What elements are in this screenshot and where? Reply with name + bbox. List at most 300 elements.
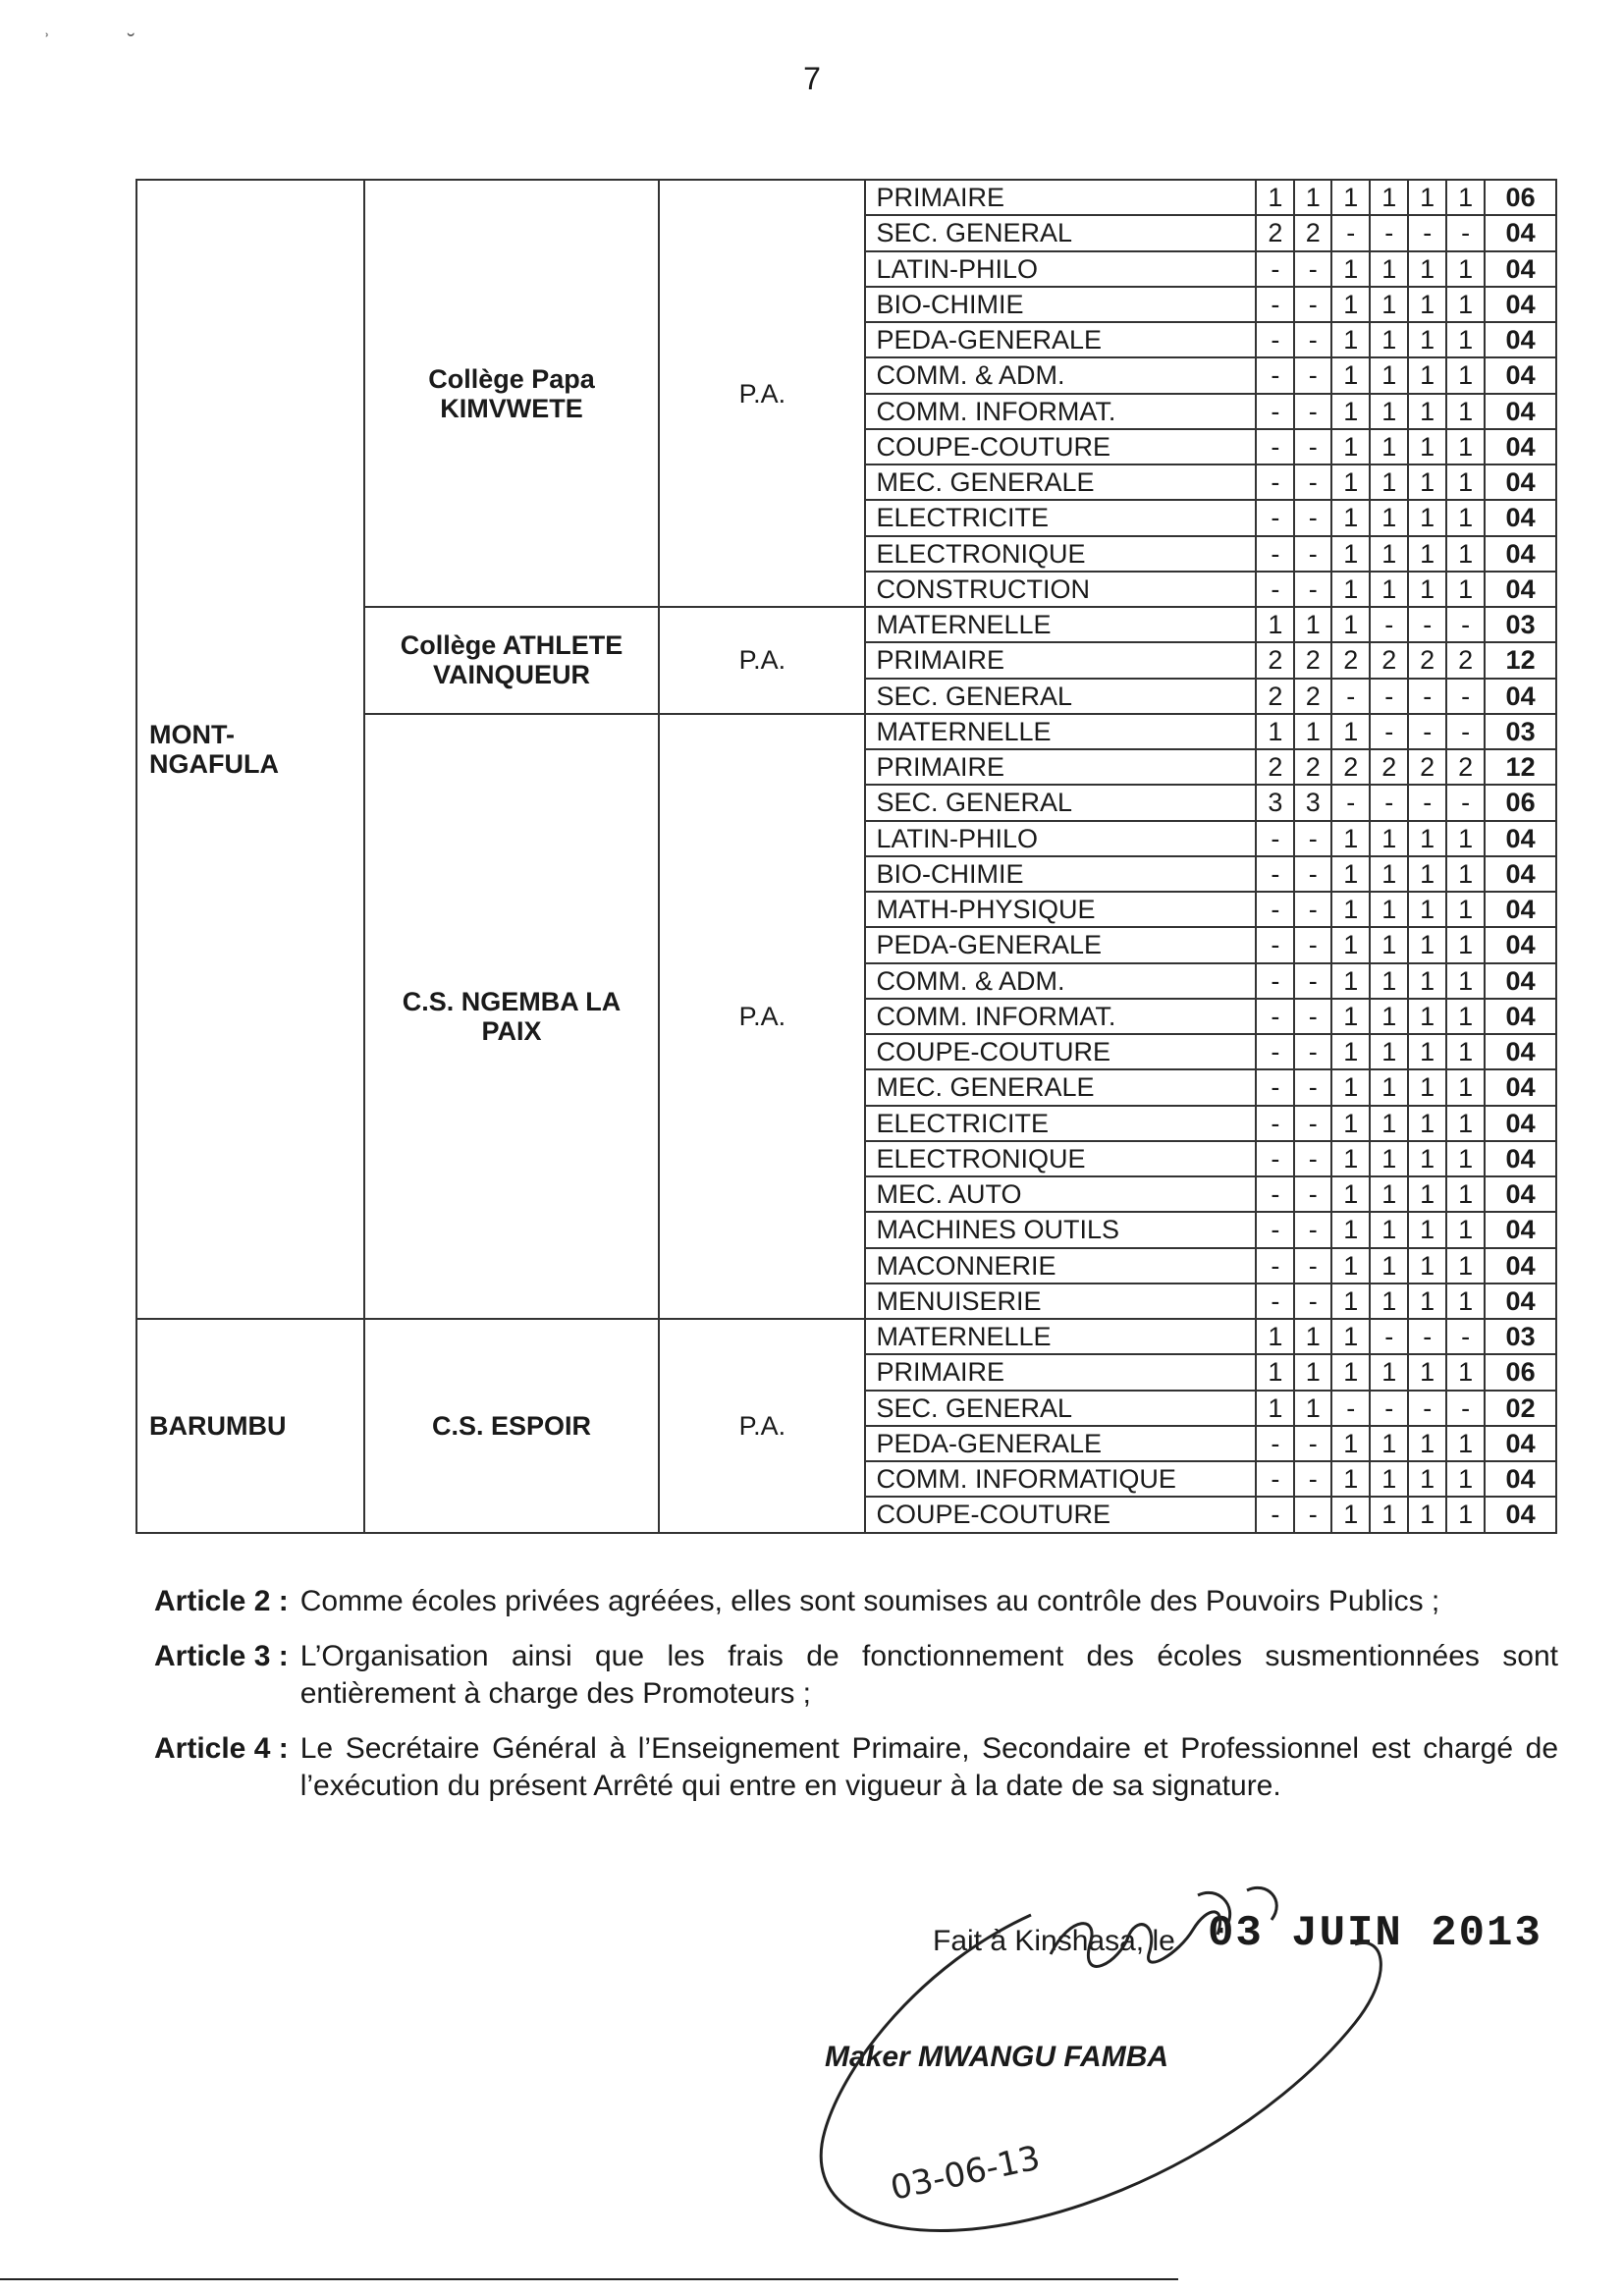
class-count-cell: 2: [1408, 749, 1446, 785]
class-count-cell: -: [1370, 607, 1408, 642]
handwritten-date: 03-06-13: [887, 2138, 1044, 2209]
class-count-cell: -: [1294, 821, 1331, 856]
section-cell: PRIMAIRE: [865, 1354, 1256, 1390]
section-cell: BIO-CHIMIE: [865, 287, 1256, 322]
regime-cell: P.A.: [659, 1319, 865, 1533]
class-count-cell: -: [1408, 1391, 1446, 1426]
commune-cell: MONT- NGAFULA: [136, 180, 364, 1319]
class-count-cell: -: [1446, 1319, 1485, 1354]
class-count-cell: 1: [1370, 821, 1408, 856]
scan-speck: ʾ: [43, 29, 51, 54]
section-cell: MACHINES OUTILS: [865, 1212, 1256, 1247]
class-count-cell: 1: [1446, 927, 1485, 962]
class-count-cell: 1: [1256, 1319, 1294, 1354]
class-count-cell: -: [1408, 607, 1446, 642]
table-row: [136, 180, 1556, 215]
total-cell: 04: [1485, 1248, 1556, 1284]
class-count-cell: 1: [1331, 429, 1370, 464]
regime-cell: P.A.: [659, 180, 865, 607]
class-count-cell: -: [1256, 1461, 1294, 1497]
section-cell: MEC. AUTO: [865, 1176, 1256, 1212]
class-count-cell: -: [1256, 357, 1294, 393]
class-count-cell: -: [1294, 287, 1331, 322]
class-count-cell: -: [1294, 1106, 1331, 1141]
class-count-cell: 1: [1408, 287, 1446, 322]
total-cell: 04: [1485, 963, 1556, 999]
class-count-cell: 1: [1331, 714, 1370, 749]
class-count-cell: 1: [1331, 1497, 1370, 1532]
class-count-cell: 1: [1370, 180, 1408, 215]
section-cell: PRIMAIRE: [865, 180, 1256, 215]
total-cell: 04: [1485, 322, 1556, 357]
class-count-cell: 1: [1331, 180, 1370, 215]
class-count-cell: 1: [1408, 394, 1446, 429]
article-label: Article 2 :: [154, 1585, 289, 1617]
school-name-cell: Collège Papa KIMVWETE: [364, 180, 659, 607]
section-cell: ELECTRICITE: [865, 500, 1256, 535]
total-cell: 04: [1485, 892, 1556, 927]
place-line: Fait à Kinshasa, le: [933, 1925, 1175, 1957]
class-count-cell: 1: [1446, 1212, 1485, 1247]
class-count-cell: 1: [1370, 1248, 1408, 1284]
class-count-cell: 1: [1408, 572, 1446, 607]
class-count-cell: -: [1256, 892, 1294, 927]
class-count-cell: 1: [1408, 1461, 1446, 1497]
class-count-cell: -: [1294, 464, 1331, 500]
section-cell: PEDA-GENERALE: [865, 1426, 1256, 1461]
total-cell: 04: [1485, 215, 1556, 250]
class-count-cell: 1: [1331, 927, 1370, 962]
class-count-cell: 1: [1446, 322, 1485, 357]
article-3: [154, 1638, 1558, 1713]
class-count-cell: 1: [1370, 1069, 1408, 1105]
class-count-cell: 1: [1446, 429, 1485, 464]
class-count-cell: -: [1256, 572, 1294, 607]
class-count-cell: -: [1256, 1141, 1294, 1176]
handwritten-signature: [805, 1876, 1492, 2288]
class-count-cell: 1: [1370, 1212, 1408, 1247]
class-count-cell: 2: [1331, 642, 1370, 678]
regime-cell: P.A.: [659, 607, 865, 714]
class-count-cell: 1: [1370, 429, 1408, 464]
class-count-cell: 1: [1370, 963, 1408, 999]
class-count-cell: 1: [1331, 856, 1370, 892]
section-cell: PEDA-GENERALE: [865, 322, 1256, 357]
class-count-cell: 1: [1408, 1354, 1446, 1390]
class-count-cell: 1: [1408, 999, 1446, 1034]
total-cell: 04: [1485, 821, 1556, 856]
class-count-cell: 1: [1256, 714, 1294, 749]
class-count-cell: 1: [1331, 464, 1370, 500]
class-count-cell: 1: [1331, 1212, 1370, 1247]
class-count-cell: 1: [1370, 1354, 1408, 1390]
total-cell: 06: [1485, 180, 1556, 215]
class-count-cell: 1: [1370, 322, 1408, 357]
class-count-cell: -: [1370, 1391, 1408, 1426]
class-count-cell: 1: [1446, 180, 1485, 215]
class-count-cell: 1: [1370, 357, 1408, 393]
class-count-cell: -: [1331, 785, 1370, 820]
class-count-cell: -: [1294, 1034, 1331, 1069]
class-count-cell: -: [1446, 1391, 1485, 1426]
class-count-cell: -: [1370, 785, 1408, 820]
class-count-cell: -: [1256, 1176, 1294, 1212]
class-count-cell: -: [1294, 856, 1331, 892]
section-cell: MATERNELLE: [865, 607, 1256, 642]
class-count-cell: -: [1408, 679, 1446, 714]
total-cell: 04: [1485, 1176, 1556, 1212]
section-cell: COMM. & ADM.: [865, 357, 1256, 393]
class-count-cell: -: [1256, 1284, 1294, 1319]
class-count-cell: 1: [1446, 1176, 1485, 1212]
class-count-cell: 1: [1446, 1426, 1485, 1461]
class-count-cell: 1: [1256, 607, 1294, 642]
section-cell: COMM. INFORMAT.: [865, 394, 1256, 429]
class-count-cell: -: [1446, 785, 1485, 820]
class-count-cell: 1: [1370, 1106, 1408, 1141]
section-cell: SEC. GENERAL: [865, 785, 1256, 820]
class-count-cell: -: [1256, 999, 1294, 1034]
class-count-cell: -: [1370, 1319, 1408, 1354]
class-count-cell: 1: [1370, 464, 1408, 500]
class-count-cell: -: [1256, 429, 1294, 464]
class-count-cell: -: [1294, 1248, 1331, 1284]
school-name-cell: Collège ATHLETE VAINQUEUR: [364, 607, 659, 714]
class-count-cell: 1: [1408, 251, 1446, 287]
section-cell: MEC. GENERALE: [865, 464, 1256, 500]
class-count-cell: -: [1408, 785, 1446, 820]
total-cell: 04: [1485, 394, 1556, 429]
class-count-cell: -: [1370, 679, 1408, 714]
section-cell: CONSTRUCTION: [865, 572, 1256, 607]
class-count-cell: 1: [1446, 251, 1485, 287]
class-count-cell: 1: [1294, 180, 1331, 215]
class-count-cell: -: [1294, 1212, 1331, 1247]
class-count-cell: 1: [1446, 1248, 1485, 1284]
class-count-cell: 1: [1370, 287, 1408, 322]
class-count-cell: 1: [1370, 1141, 1408, 1176]
total-cell: 04: [1485, 856, 1556, 892]
class-count-cell: -: [1294, 500, 1331, 535]
class-count-cell: 2: [1331, 749, 1370, 785]
article-4: [154, 1730, 1558, 1805]
total-cell: 04: [1485, 679, 1556, 714]
total-cell: 04: [1485, 1069, 1556, 1105]
total-cell: 06: [1485, 1354, 1556, 1390]
class-count-cell: 1: [1331, 572, 1370, 607]
class-count-cell: 1: [1408, 1284, 1446, 1319]
class-count-cell: 1: [1446, 357, 1485, 393]
class-count-cell: 1: [1408, 1069, 1446, 1105]
total-cell: 04: [1485, 1426, 1556, 1461]
class-count-cell: 1: [1331, 251, 1370, 287]
class-count-cell: 1: [1370, 500, 1408, 535]
total-cell: 04: [1485, 251, 1556, 287]
class-count-cell: 1: [1446, 1284, 1485, 1319]
class-count-cell: 1: [1331, 500, 1370, 535]
class-count-cell: -: [1370, 714, 1408, 749]
class-count-cell: 1: [1331, 1354, 1370, 1390]
class-count-cell: -: [1256, 1106, 1294, 1141]
class-count-cell: 1: [1294, 607, 1331, 642]
class-count-cell: 2: [1256, 642, 1294, 678]
class-count-cell: 1: [1256, 1354, 1294, 1390]
class-count-cell: 2: [1294, 215, 1331, 250]
class-count-cell: 1: [1408, 856, 1446, 892]
class-count-cell: 1: [1331, 1176, 1370, 1212]
section-cell: ELECTRONIQUE: [865, 536, 1256, 572]
class-count-cell: 1: [1370, 572, 1408, 607]
class-count-cell: 1: [1331, 322, 1370, 357]
class-count-cell: 2: [1256, 749, 1294, 785]
total-cell: 04: [1485, 1461, 1556, 1497]
class-count-cell: 1: [1446, 821, 1485, 856]
class-count-cell: 1: [1331, 357, 1370, 393]
section-cell: MATERNELLE: [865, 1319, 1256, 1354]
section-cell: ELECTRICITE: [865, 1106, 1256, 1141]
class-count-cell: 1: [1256, 180, 1294, 215]
class-count-cell: -: [1256, 1069, 1294, 1105]
total-cell: 04: [1485, 1106, 1556, 1141]
class-count-cell: 1: [1408, 1212, 1446, 1247]
class-count-cell: 1: [1408, 1248, 1446, 1284]
table-row: [136, 1319, 1556, 1354]
class-count-cell: -: [1256, 963, 1294, 999]
class-count-cell: -: [1256, 856, 1294, 892]
class-count-cell: 2: [1294, 749, 1331, 785]
class-count-cell: 1: [1408, 429, 1446, 464]
class-count-cell: -: [1331, 215, 1370, 250]
class-count-cell: 1: [1408, 1034, 1446, 1069]
class-count-cell: -: [1408, 714, 1446, 749]
total-cell: 04: [1485, 464, 1556, 500]
class-count-cell: 2: [1370, 642, 1408, 678]
article-2: [154, 1583, 1558, 1620]
section-cell: COUPE-COUTURE: [865, 429, 1256, 464]
class-count-cell: 1: [1408, 464, 1446, 500]
school-name-cell: C.S. NGEMBA LA PAIX: [364, 714, 659, 1319]
class-count-cell: 2: [1294, 642, 1331, 678]
articles-section: [154, 1583, 1558, 1823]
article-text: L’Organisation ainsi que les frais de fonctionnement des écoles susmentionnées sont entièrement à charge des Promoteurs ;: [299, 1640, 1558, 1710]
class-count-cell: 1: [1370, 394, 1408, 429]
section-cell: SEC. GENERAL: [865, 215, 1256, 250]
class-count-cell: 1: [1446, 287, 1485, 322]
page-number: 7: [803, 61, 821, 96]
class-count-cell: -: [1256, 1497, 1294, 1532]
class-count-cell: 1: [1446, 892, 1485, 927]
total-cell: 04: [1485, 1141, 1556, 1176]
class-count-cell: 1: [1331, 1141, 1370, 1176]
class-count-cell: 1: [1256, 1391, 1294, 1426]
class-count-cell: 1: [1331, 287, 1370, 322]
class-count-cell: -: [1256, 927, 1294, 962]
class-count-cell: 3: [1294, 785, 1331, 820]
class-count-cell: -: [1256, 536, 1294, 572]
class-count-cell: 1: [1370, 1284, 1408, 1319]
class-count-cell: -: [1256, 500, 1294, 535]
class-count-cell: 1: [1446, 1106, 1485, 1141]
class-count-cell: -: [1294, 1069, 1331, 1105]
class-count-cell: 1: [1446, 963, 1485, 999]
class-count-cell: -: [1294, 572, 1331, 607]
class-count-cell: -: [1294, 357, 1331, 393]
total-cell: 04: [1485, 1212, 1556, 1247]
total-cell: 04: [1485, 572, 1556, 607]
class-count-cell: 1: [1370, 927, 1408, 962]
class-count-cell: 1: [1331, 1284, 1370, 1319]
class-count-cell: 1: [1408, 927, 1446, 962]
class-count-cell: -: [1408, 1319, 1446, 1354]
class-count-cell: -: [1294, 1141, 1331, 1176]
class-count-cell: -: [1370, 215, 1408, 250]
class-count-cell: -: [1294, 429, 1331, 464]
class-count-cell: -: [1294, 927, 1331, 962]
class-count-cell: 1: [1446, 464, 1485, 500]
class-count-cell: 1: [1446, 856, 1485, 892]
date-stamp: 03 JUIN 2013: [1208, 1909, 1543, 1958]
article-text: Comme écoles privées agréées, elles sont soumises au contrôle des Pouvoirs Publics ;: [299, 1585, 1440, 1617]
total-cell: 04: [1485, 429, 1556, 464]
class-count-cell: 2: [1370, 749, 1408, 785]
class-count-cell: 1: [1408, 821, 1446, 856]
class-count-cell: 1: [1408, 180, 1446, 215]
section-cell: PRIMAIRE: [865, 642, 1256, 678]
section-cell: COMM. & ADM.: [865, 963, 1256, 999]
signatory-name: Maker MWANGU FAMBA: [825, 2041, 1169, 2073]
class-count-cell: 1: [1331, 1319, 1370, 1354]
class-count-cell: -: [1294, 1461, 1331, 1497]
class-count-cell: 1: [1294, 1319, 1331, 1354]
class-count-cell: 1: [1446, 500, 1485, 535]
class-count-cell: 1: [1446, 1497, 1485, 1532]
section-cell: MACONNERIE: [865, 1248, 1256, 1284]
class-count-cell: 1: [1408, 322, 1446, 357]
class-count-cell: 2: [1446, 749, 1485, 785]
class-count-cell: 1: [1408, 1106, 1446, 1141]
article-text: Le Secrétaire Général à l’Enseignement Primaire, Secondaire et Professionnel est chargé de l’exécution du présent Arrêté qui entre en vigueur à la date de sa signature.: [299, 1732, 1558, 1802]
article-label: Article 4 :: [154, 1732, 289, 1765]
section-cell: MATERNELLE: [865, 714, 1256, 749]
class-count-cell: -: [1256, 322, 1294, 357]
class-count-cell: 1: [1331, 607, 1370, 642]
class-count-cell: 1: [1446, 1069, 1485, 1105]
class-count-cell: 2: [1408, 642, 1446, 678]
class-count-cell: 1: [1331, 1106, 1370, 1141]
class-count-cell: -: [1256, 821, 1294, 856]
class-count-cell: 1: [1370, 1176, 1408, 1212]
class-count-cell: 2: [1446, 642, 1485, 678]
class-count-cell: -: [1256, 1034, 1294, 1069]
class-count-cell: 1: [1408, 892, 1446, 927]
commune-cell: BARUMBU: [136, 1319, 364, 1533]
total-cell: 04: [1485, 536, 1556, 572]
class-count-cell: 1: [1446, 536, 1485, 572]
class-count-cell: 1: [1408, 1176, 1446, 1212]
class-count-cell: -: [1446, 679, 1485, 714]
bottom-rule: [0, 2278, 1178, 2280]
class-count-cell: -: [1256, 394, 1294, 429]
class-count-cell: 1: [1446, 999, 1485, 1034]
class-count-cell: -: [1294, 892, 1331, 927]
class-count-cell: 1: [1331, 1034, 1370, 1069]
article-label: Article 3 :: [154, 1640, 289, 1672]
section-cell: MEC. GENERALE: [865, 1069, 1256, 1105]
section-cell: COMM. INFORMAT.: [865, 999, 1256, 1034]
class-count-cell: -: [1294, 536, 1331, 572]
class-count-cell: -: [1294, 1497, 1331, 1532]
class-count-cell: -: [1446, 607, 1485, 642]
section-cell: LATIN-PHILO: [865, 821, 1256, 856]
scan-speck: ˘: [128, 29, 135, 54]
class-count-cell: -: [1294, 1284, 1331, 1319]
total-cell: 04: [1485, 357, 1556, 393]
section-cell: BIO-CHIMIE: [865, 856, 1256, 892]
class-count-cell: 1: [1408, 1141, 1446, 1176]
total-cell: 03: [1485, 714, 1556, 749]
class-count-cell: -: [1256, 251, 1294, 287]
total-cell: 12: [1485, 642, 1556, 678]
class-count-cell: 1: [1408, 963, 1446, 999]
class-count-cell: -: [1331, 679, 1370, 714]
section-cell: PEDA-GENERALE: [865, 927, 1256, 962]
class-count-cell: 1: [1446, 1461, 1485, 1497]
schools-table: [135, 179, 1557, 1534]
section-cell: COMM. INFORMATIQUE: [865, 1461, 1256, 1497]
class-count-cell: 1: [1294, 1354, 1331, 1390]
class-count-cell: -: [1294, 1176, 1331, 1212]
class-count-cell: 1: [1370, 1034, 1408, 1069]
class-count-cell: 3: [1256, 785, 1294, 820]
class-count-cell: 1: [1408, 500, 1446, 535]
class-count-cell: 1: [1331, 1461, 1370, 1497]
class-count-cell: 1: [1446, 1141, 1485, 1176]
class-count-cell: -: [1446, 215, 1485, 250]
class-count-cell: 1: [1446, 572, 1485, 607]
class-count-cell: 1: [1408, 1426, 1446, 1461]
total-cell: 04: [1485, 500, 1556, 535]
class-count-cell: -: [1256, 287, 1294, 322]
class-count-cell: 2: [1256, 215, 1294, 250]
class-count-cell: 1: [1331, 821, 1370, 856]
class-count-cell: -: [1256, 464, 1294, 500]
class-count-cell: -: [1408, 215, 1446, 250]
class-count-cell: 1: [1331, 394, 1370, 429]
class-count-cell: 1: [1370, 251, 1408, 287]
class-count-cell: 1: [1331, 536, 1370, 572]
class-count-cell: 1: [1294, 1391, 1331, 1426]
total-cell: 04: [1485, 1034, 1556, 1069]
class-count-cell: 1: [1446, 394, 1485, 429]
class-count-cell: 1: [1294, 714, 1331, 749]
section-cell: COUPE-COUTURE: [865, 1034, 1256, 1069]
class-count-cell: 1: [1370, 999, 1408, 1034]
class-count-cell: -: [1331, 1391, 1370, 1426]
class-count-cell: -: [1294, 251, 1331, 287]
section-cell: MENUISERIE: [865, 1284, 1256, 1319]
class-count-cell: -: [1294, 322, 1331, 357]
class-count-cell: 1: [1408, 536, 1446, 572]
class-count-cell: 1: [1331, 999, 1370, 1034]
total-cell: 04: [1485, 999, 1556, 1034]
section-cell: PRIMAIRE: [865, 749, 1256, 785]
total-cell: 04: [1485, 927, 1556, 962]
class-count-cell: 1: [1370, 856, 1408, 892]
class-count-cell: 1: [1331, 1069, 1370, 1105]
class-count-cell: -: [1294, 963, 1331, 999]
total-cell: 06: [1485, 785, 1556, 820]
section-cell: ELECTRONIQUE: [865, 1141, 1256, 1176]
